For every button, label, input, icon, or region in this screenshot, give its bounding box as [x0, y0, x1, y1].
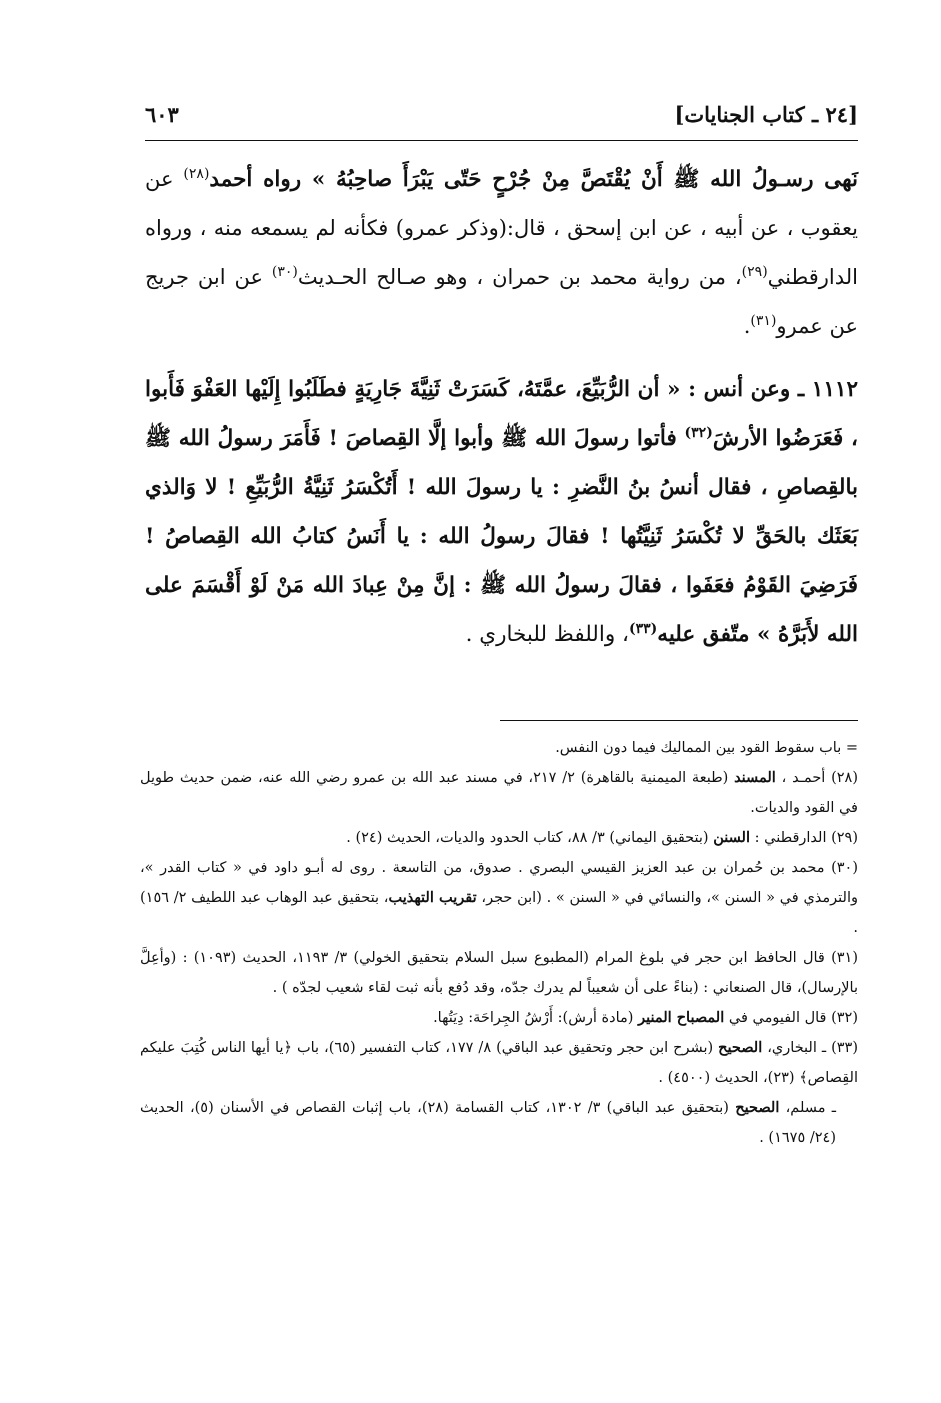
footnote-ref-29: (٢٩) [741, 264, 768, 280]
footnote-33-muslim-text-a: ـ مسلم، [779, 1100, 836, 1116]
paragraph-2-text-c: ، واللفظ للبخاري . [465, 622, 629, 647]
footnote-28-text-a: (٢٨) أحمـد ، [775, 770, 858, 786]
footnote-30-text-b: ، بتحقيق عبد الوهاب عبد اللطيف ٢/ ١٥٦) . [140, 890, 858, 936]
footnote-33-text-b: (بشرح ابن حجر وتحقيق عبد الباقي) ٨/ ١٧٧، كتاب التفسير (٦٥)، باب ﴿يا أيها الناس كُتِبَ عليكم القِصاص﴾ (٢٣)، الحديث (٤٥٠٠) . [140, 1040, 858, 1086]
footnote-31: (٣١) قال الحافظ ابن حجر في بلوغ المرام (المطبوع سبل السلام بتحقيق الخولي) ٣/ ١١٩٣، الحديث (١٠٩٣) : (وأعِلَّ بالإرسال)، قال الصنعاني : (بناءً على أن شعيباً لم يدرك جدّه، وقد دُفع بأنه ثبت لقاء شعيب لجدّه ) . [140, 950, 858, 996]
footnote-29-title: السنن [713, 829, 750, 846]
footnote-29 [140, 823, 858, 853]
footnote-ref-33: (٣٣) [629, 620, 658, 637]
footnote-28-title: المسند [734, 769, 776, 786]
paragraph-1-text-b: ، من رواية محمد بن حمران ، وهو صـالح الحـديث [297, 265, 742, 289]
footnote-30-text-a: (٣٠) محمد بن حُمران بن عبد العزيز القيسي البصري . صدوق، من التاسعة . روى له أبـو داود في « كتاب القدر »، والترمذي في « السنن »، والنسائي في « السنن » . (ابن حجر، [140, 860, 858, 906]
footnote-32 [140, 1003, 858, 1033]
footnote-ref-28: (٢٨) [183, 166, 210, 182]
footnote-continuation: = باب سقوط القود بين المماليك فيما دون النفس. [555, 740, 858, 756]
page-number: ٦٠٣ [145, 102, 179, 127]
footnote-33-text-a: (٣٣) ـ البخاري، [762, 1040, 858, 1056]
chapter-title: [٢٤ ـ كتاب الجنايات] [674, 102, 858, 127]
footnote-33 [140, 1033, 858, 1093]
main-text [145, 155, 858, 659]
footnote-32-title: المصباح المنير [638, 1009, 725, 1026]
footnotes [140, 733, 858, 1153]
footnote-33-muslim-text-b: (بتحقيق عبد الباقي) ٣/ ١٣٠٢، كتاب القسامة (٢٨)، باب إثبات القصاص في الأسنان (٥)، الحديث (٢٤/ ١٦٧٥) . [140, 1100, 836, 1146]
footnote-29-text-b: (بتحقيق اليماني) ٣/ ٨٨، كتاب الحدود والديات، الحديث (٢٤) . [346, 830, 714, 846]
footnote-33-muslim [140, 1093, 858, 1153]
footnote-30-title: تقريب التهذيب [388, 889, 477, 906]
footnote-separator [500, 720, 858, 721]
footnote-28-text-b: (طبعة الميمنية بالقاهرة) ٢/ ٢١٧، في مسند عبد الله بن عمرو رضي الله عنه، ضمن حديث طويل في القود والديات. [140, 770, 858, 816]
paragraph-1-text-c: عن ابن جريج عن عمرو [145, 265, 858, 338]
hadith-text-1: نَهى رسـولُ الله ﷺ أَنْ يُقْتَصَّ مِنْ جُرْحٍ حَتّى يَبْرَأَ صاحِبُهُ » رواه أحمد [209, 167, 858, 192]
paragraph-1 [145, 155, 858, 351]
footnote-32-text-b: (مادة أرش): أَرْشُ الجِراحَة: دِيَتُها. [433, 1010, 639, 1026]
footnote-30 [140, 853, 858, 943]
footnote-28 [140, 763, 858, 823]
footnote-32-text-a: (٣٢) قال الفيومي في [724, 1010, 858, 1026]
footnote-33-muslim-title: الصحيح [735, 1099, 780, 1116]
hadith-text-2a: ١١١٢ ـ وعن أنس : « أن الرُّبَيِّعَ، عمَّتَهُ، كَسَرَتْ ثَنِيَّةَ جَارِيَةٍ فطَلَبُوا إِلَيْها العَفْوَ فَأَبوا ، فَعَرَضُوا الأرشَ [145, 377, 858, 451]
footnote-ref-30: (٣٠) [271, 264, 298, 280]
paragraph-1-text-d: . [743, 314, 751, 338]
footnote-ref-31: (٣١) [750, 313, 777, 329]
page-header [145, 100, 858, 141]
footnote-29-text-a: (٢٩) الدارقطني : [750, 830, 858, 846]
paragraph-1-text-a: عن يعقوب ، عن أبيه ، عن ابن إسحق ، قال:(وذكر عمرو) فكأنه لم يسمعه منه ، ورواه الدارقطني [145, 167, 858, 289]
hadith-text-2b: فأتوا رسولَ الله ﷺ وأبوا إلَّا القِصاصَ ! فَأَمَرَ رسولُ الله ﷺ بالقِصاصِ ، فقال أنسُ بنُ النَّضرِ : يا رسولَ الله ! أَتُكْسَرُ ثَنِيَّةُ الرُّبَيِّعِ ! لا وَالذي بَعَثَك بالحَقِّ لا تُكْسَرُ ثَنِيَّتُها ! فقالَ رسولُ الله : يا أَنَسُ كتابُ الله القِصاصُ ! فَرَضِيَ القَوْمُ فعَفَوا ، فقالَ رسولُ الله ﷺ : إنَّ مِنْ عِبادَ الله مَنْ لَوْ أَقْسَمَ على الله لأَبَرَّهُ » متّفق عليه [145, 426, 858, 647]
footnote-33-title: الصحيح [718, 1039, 763, 1056]
paragraph-2 [145, 365, 858, 659]
footnote-ref-32: (٣٢) [684, 424, 713, 441]
